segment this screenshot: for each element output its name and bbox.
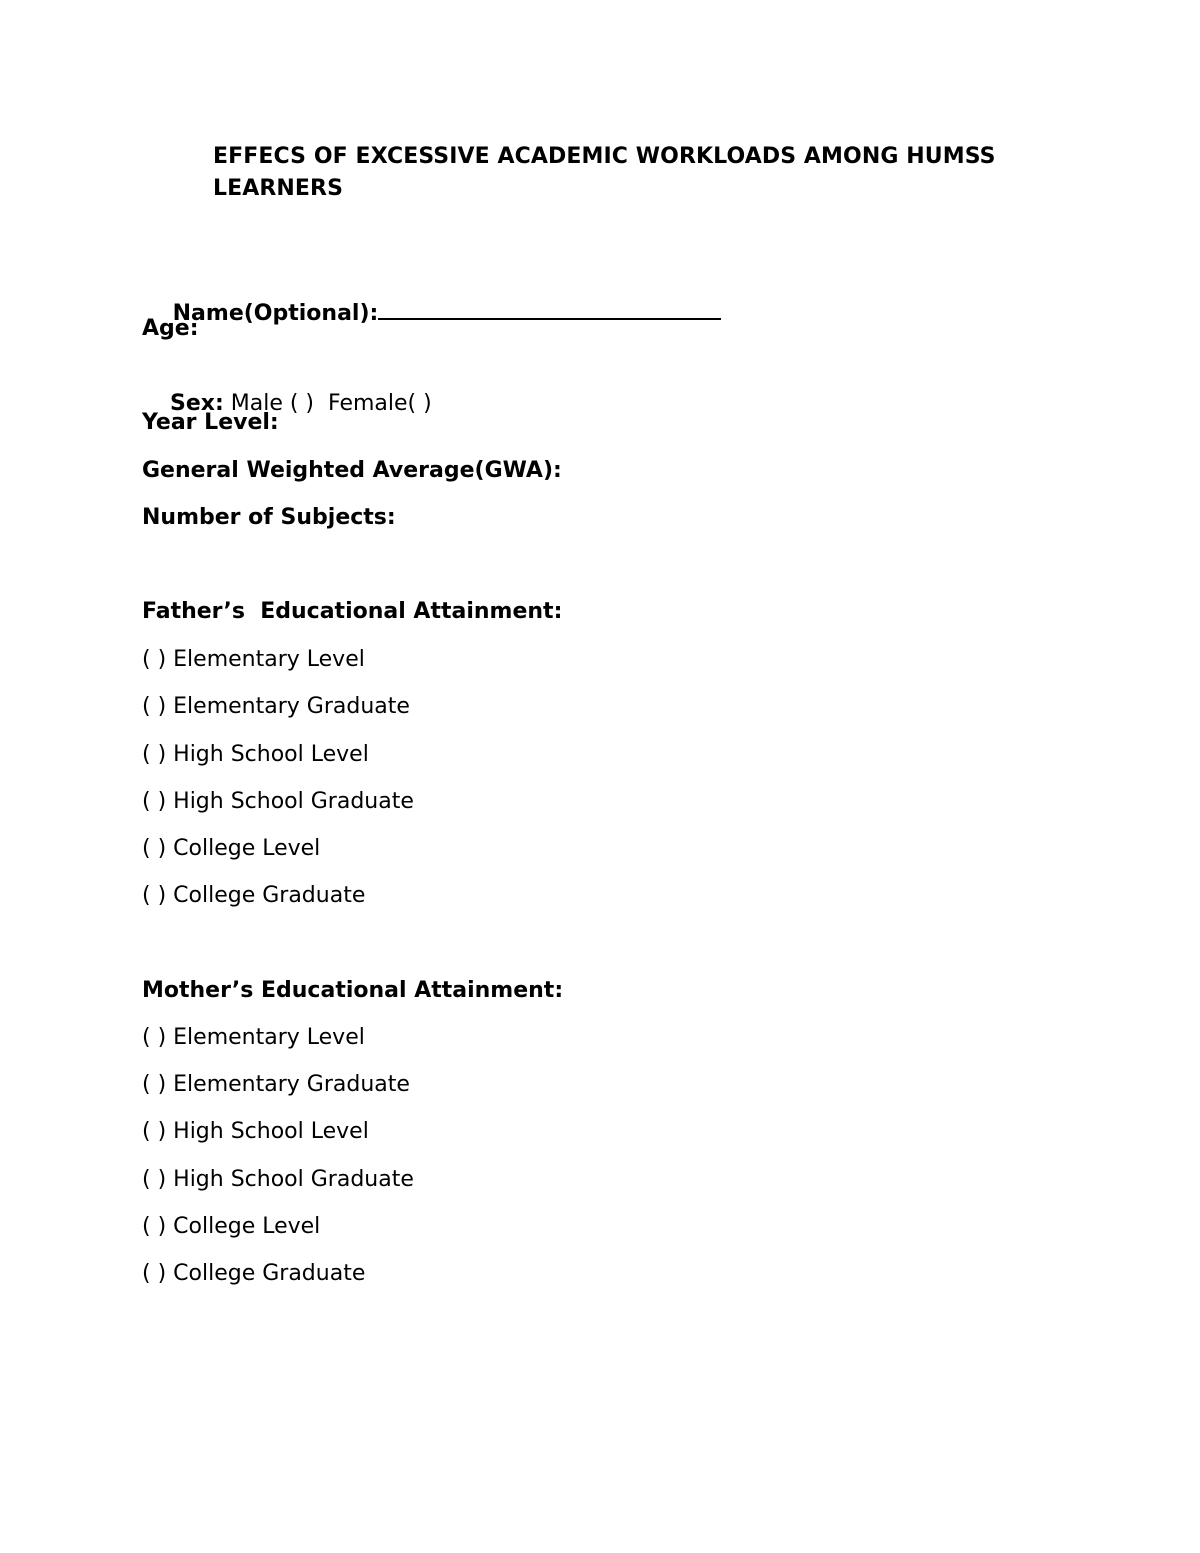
name-blank-line[interactable] [378,296,721,320]
age-label: Age: [142,316,199,341]
sex-label: Sex: [169,391,224,416]
mother-option: ( ) Elementary Graduate [142,1072,410,1097]
name-field [142,268,721,356]
subjects-label: Number of Subjects: [142,505,396,530]
father-heading: Father’s Educational Attainment: [142,599,563,624]
father-option: ( ) High School Graduate [142,789,414,814]
name-label: Name(Optional): [172,301,379,326]
gwa-label: General Weighted Average(GWA): [142,458,562,483]
sex-options: Male ( ) Female( ) [230,391,432,416]
father-option: ( ) College Level [142,836,321,861]
father-option: ( ) Elementary Graduate [142,694,410,719]
father-option: ( ) High School Level [142,742,369,767]
mother-option: ( ) College Level [142,1214,321,1239]
year-level-label: Year Level: [142,410,279,435]
document-title: EFFECS OF EXCESSIVE ACADEMIC WORKLOADS AMONG HUMSS LEARNERS [213,144,996,201]
mother-option: ( ) High School Graduate [142,1167,414,1192]
mother-option: ( ) Elementary Level [142,1025,365,1050]
mother-heading: Mother’s Educational Attainment: [142,978,564,1003]
mother-option: ( ) High School Level [142,1119,369,1144]
father-option: ( ) Elementary Level [142,647,365,672]
father-option: ( ) College Graduate [142,883,366,908]
mother-option: ( ) College Graduate [142,1261,366,1286]
